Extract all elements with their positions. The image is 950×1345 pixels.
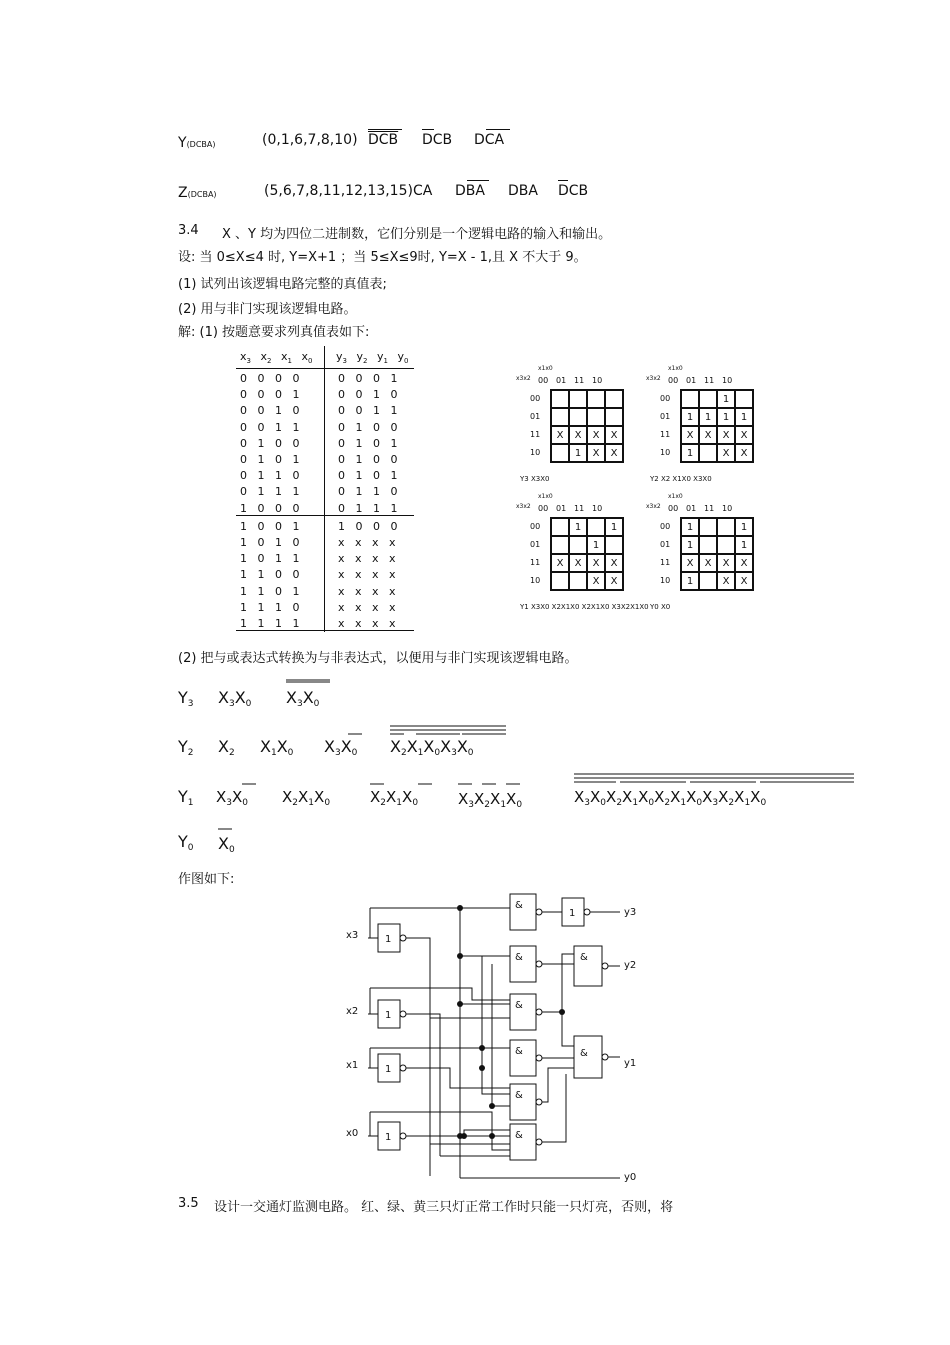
kmap-cell [569,390,587,408]
and-label-6: & [515,1130,523,1141]
kmap-cell: X [569,426,587,444]
table-header-x: $x_3$ $x_2$ $x_1$ $x_0$ [240,350,313,366]
draw-label: 作图如下: [178,872,235,887]
kmap-row-label: 01 [660,540,671,549]
eq2-t3: X3X0 [324,737,358,758]
kmap-cell: X [735,572,753,590]
kmap-cell [551,518,569,536]
kmap-cell: 1 [681,518,699,536]
equations [170,672,870,862]
solution-intro: 解: (1) 按题意要求列真值表如下: [178,325,370,340]
kmap-3 [510,493,649,618]
table-cell-y: 0 1 0 1 [338,436,398,450]
kmap-cell [717,518,735,536]
kmap-row-label: 11 [530,558,541,567]
kmap-label: Y1 X3X0 X2X1X0 X2X1X0 X3X2X1X0 [520,603,649,611]
problem-number: 3.4 [178,223,199,238]
table-cell-y: 0 1 0 0 [338,453,398,466]
table-cell-x: 1 1 0 0 [240,568,300,582]
and-gate-y1 [574,1036,602,1078]
kmap-cell: X [587,444,605,462]
kmap-col-label: 11 [704,504,715,513]
kmap-col-label: 00 [538,376,549,385]
kmap-grid [550,517,624,591]
table-cell-y: x x x x [338,584,396,598]
eq1-lhs: Y3 [178,688,194,709]
kmap-cell: X [605,572,623,590]
kmap-col-label: 11 [704,376,715,385]
y-subscript: (DCBA) [186,140,216,149]
kmap-cell: 1 [681,572,699,590]
kmap-cell [551,408,569,426]
question-2: (2) 用与非门实现该逻辑电路。 [178,302,357,317]
kmap-cell [587,408,605,426]
table-cell-y: 0 1 1 1 [338,501,398,515]
kmap-area [510,365,770,635]
kmap-cell [699,536,717,554]
kmap-2 [640,365,765,490]
table-cell-x: 1 0 0 0 [240,501,300,515]
kmap-cell: 1 [735,518,753,536]
part-2-text: (2) 把与或表达式转换为与非表达式，以便用与非门实现该逻辑电路。 [178,651,578,666]
kmap-cell: 1 [735,408,753,426]
and-gate-1 [510,894,536,930]
truth-table [236,346,414,632]
eq2-t2: X1X0 [260,737,294,758]
output-y0: y0 [624,1172,637,1183]
table-cell-x: 0 1 0 1 [240,453,300,466]
kmap-cell: 1 [681,536,699,554]
problem-line-2: 设: 当 0≤X≤4 时, Y=X+1 ；当 5≤X≤9时, Y=X - 1,且 X 不大于 9。 [178,250,587,265]
kmap-cell [605,390,623,408]
kmap-cell [569,536,587,554]
kmap-row-label: 10 [530,448,541,457]
kmap-cell: X [717,426,735,444]
y-term-1: $\overline{DCB}$ [368,132,399,148]
eq2-lhs: Y2 [178,737,194,758]
and-label-y1: & [580,1048,588,1059]
table-cell-x: 1 0 1 1 [240,552,300,566]
table-cell-y: 0 1 1 0 [338,485,398,499]
kmap-cell: X [605,554,623,572]
kmap-row-label: 11 [660,430,671,439]
overline [558,180,568,181]
z-term-4: DCB [558,183,589,199]
input-x3: x3 [346,930,359,941]
kmap-cell: X [587,426,605,444]
kmap-cell: X [551,554,569,572]
table-cell-y: 0 0 1 1 [338,404,398,418]
table-divider-h2 [236,515,414,516]
overline [368,129,402,130]
eq4-term: X0 [218,834,235,855]
output-y3: y3 [624,907,637,918]
kmap-cell: 1 [569,518,587,536]
table-cell-y: x x x x [338,617,396,630]
eq3-lhs: Y1 [178,787,194,808]
kmap-label: Y3 X3X0 [520,475,550,483]
kmap-cell [699,444,717,462]
kmap-row-label: 01 [530,412,541,421]
kmap-cell [717,536,735,554]
kmap-cell [551,390,569,408]
y-symbol: Y [178,135,187,151]
kmap-cell: 1 [699,408,717,426]
kmap-col-label: 10 [722,504,733,513]
kmap-cell: X [717,444,735,462]
eq1-nand: X3X0 [286,688,320,709]
kmap-cell: 1 [587,536,605,554]
kmap-cell [551,572,569,590]
kmap-grid [680,517,754,591]
kmap-cell [699,572,717,590]
table-cell-y: 0 1 0 1 [338,469,398,483]
input-x1: x1 [346,1060,359,1071]
input-x0: x0 [346,1128,359,1139]
z-term-2: DBA [455,183,485,199]
kmap-grid [550,389,624,463]
table-cell-x: 0 0 0 1 [240,388,300,402]
eq3-t1: $X_3X_0$ [216,788,249,808]
and-gate-3 [510,994,536,1030]
kmap-4 [640,493,765,618]
eq3-t3: $X_2X_1X_0$ [370,788,419,808]
kmap-cell: 1 [569,444,587,462]
kmap-row-label: 00 [660,394,671,403]
kmap-cell: 1 [681,444,699,462]
kmap-row-label: 00 [660,522,671,531]
kmap-cell [699,390,717,408]
z-term-1: CA [413,183,433,199]
kmap-corner-left: x3x2 [516,375,531,382]
table-cell-x: 0 1 1 1 [240,485,300,499]
table-cell-x: 1 1 1 1 [240,617,300,630]
table-divider-v [324,346,325,632]
kmap-cell [551,536,569,554]
y-term-2: DCB [422,132,453,148]
and-gate-6 [510,1124,536,1160]
overline [422,129,434,130]
kmap-col-label: 00 [538,504,549,513]
y-minterm-set: (0,1,6,7,8,10) [262,132,358,148]
not-label-1: 1 [385,934,392,945]
kmap-corner-left: x3x2 [516,503,531,510]
eq3-t4: $X_3X_2X_1X_0$ [458,790,523,810]
and-label-1: & [515,900,523,911]
kmap-cell [605,408,623,426]
not-label-5: 1 [569,908,576,919]
kmap-cell: X [587,554,605,572]
problem-line-1: X 、Y 均为四位二进制数，它们分别是一个逻辑电路的输入和输出。 [222,227,612,242]
kmap-cell [569,572,587,590]
kmap-row-label: 10 [660,448,671,457]
eq1-term: X3X0 [218,688,252,709]
table-bottom [236,630,414,631]
kmap-row-label: 10 [660,576,671,585]
table-cell-y: 0 0 1 0 [338,388,398,402]
kmap-row-label: 00 [530,522,541,531]
kmap-cell [569,408,587,426]
kmap-corner-left: x3x2 [646,375,661,382]
z-minterm-set: (5,6,7,8,11,12,13,15) [264,183,413,199]
input-x2: x2 [346,1006,359,1017]
kmap-cell: X [699,426,717,444]
kmap-corner-top: x1x0 [668,365,683,372]
kmap-cell [587,518,605,536]
kmap-row-label: 01 [530,540,541,549]
y-expression [178,135,216,151]
kmap-cell: 1 [717,408,735,426]
kmap-cell: X [699,554,717,572]
kmap-label: Y0 X0 [650,603,671,611]
kmap-grid [680,389,754,463]
kmap-cell: X [605,426,623,444]
z-symbol: Z [178,185,188,201]
kmap-col-label: 10 [592,376,603,385]
and-label-3: & [515,1000,523,1011]
kmap-col-label: 01 [686,504,697,513]
kmap-row-label: 01 [660,412,671,421]
overline [467,180,489,181]
table-cell-x: 1 0 1 0 [240,536,300,549]
kmap-cell [605,536,623,554]
overline [486,129,510,130]
kmap-col-label: 11 [574,376,585,385]
kmap-cell: 1 [605,518,623,536]
kmap-row-label: 11 [660,558,671,567]
table-cell-x: 1 1 1 0 [240,600,300,614]
kmap-cell: X [735,426,753,444]
kmap-cell: X [551,426,569,444]
output-y2: y2 [624,960,637,971]
kmap-col-label: 10 [722,376,733,385]
kmap-cell: 1 [681,408,699,426]
eq3-t2: $X_2X_1X_0$ [282,788,331,808]
and-label-4: & [515,1046,523,1057]
eq2-nand: X2X1X0X3X0 [390,737,474,758]
table-cell-y: 1 0 0 0 [338,519,398,533]
kmap-cell: X [569,554,587,572]
table-divider-h [236,368,414,369]
table-cell-y: x x x x [338,568,396,582]
kmap-col-label: 00 [668,504,679,513]
kmap-1 [510,365,635,490]
kmap-cell [735,390,753,408]
and-gate-5 [510,1084,536,1120]
kmap-cell: 1 [735,536,753,554]
kmap-row-label: 11 [530,430,541,439]
kmap-label: Y2 X2 X1X0 X3X0 [650,475,712,483]
and-gate-2 [510,946,536,982]
problem-3-5-text: 设计一交通灯监测电路。 红、绿、黄三只灯正常工作时只能一只灯亮，否则，将 [214,1200,674,1215]
output-y1: y1 [624,1058,637,1069]
kmap-cell: 1 [717,390,735,408]
table-cell-y: 0 0 0 1 [338,372,398,385]
table-header-y: $y_3$ $y_2$ $y_1$ $y_0$ [336,350,409,366]
kmap-corner-top: x1x0 [538,365,553,372]
z-subscript: (DCBA) [187,190,217,199]
kmap-cell [681,390,699,408]
eq4-lhs: Y0 [178,832,194,853]
kmap-cell: X [717,572,735,590]
not-label-3: 1 [385,1064,392,1075]
kmap-col-label: 10 [592,504,603,513]
kmap-corner-left: x3x2 [646,503,661,510]
and-label-5: & [515,1090,523,1101]
z-expression [178,185,217,201]
table-cell-y: x x x x [338,600,396,614]
problem-3-5-number: 3.5 [178,1196,199,1211]
eq2-t1: X2 [218,737,235,758]
z-term-3: DBA [508,183,538,199]
kmap-row-label: 00 [530,394,541,403]
kmap-col-label: 01 [686,376,697,385]
kmap-col-label: 00 [668,376,679,385]
kmap-col-label: 11 [574,504,585,513]
kmap-cell [587,390,605,408]
kmap-cell: X [681,554,699,572]
kmap-row-label: 10 [530,576,541,585]
table-cell-x: 1 1 0 1 [240,584,300,598]
kmap-cell [699,518,717,536]
logic-circuit [340,888,650,1188]
table-cell-x: 0 0 1 1 [240,420,300,434]
and-label-2: & [515,952,523,963]
table-cell-x: 1 0 0 1 [240,519,300,533]
kmap-cell: X [735,554,753,572]
table-cell-y: x x x x [338,552,396,566]
kmap-cell: X [735,444,753,462]
y-term-3: DCA [474,132,505,148]
kmap-cell: X [717,554,735,572]
question-1: (1) 试列出该逻辑电路完整的真值表; [178,277,387,292]
not-label-2: 1 [385,1010,392,1021]
kmap-corner-top: x1x0 [668,493,683,500]
eq3-nand: $X_3X_0X_2X_1X_0X_2X_1X_0X_3X_2X_1X_0$ [574,788,767,808]
table-cell-x: 0 0 0 0 [240,372,300,385]
table-cell-y: x x x x [338,536,396,549]
kmap-corner-top: x1x0 [538,493,553,500]
and-gate-4 [510,1040,536,1076]
kmap-cell [551,444,569,462]
kmap-col-label: 01 [556,376,567,385]
table-cell-x: 0 1 1 0 [240,469,300,483]
kmap-cell: X [605,444,623,462]
table-cell-x: 0 1 0 0 [240,436,300,450]
table-cell-x: 0 0 1 0 [240,404,300,418]
kmap-col-label: 01 [556,504,567,513]
kmap-cell: X [587,572,605,590]
and-gate-y2 [574,946,602,986]
kmap-cell: X [681,426,699,444]
not-label-4: 1 [385,1132,392,1143]
table-cell-y: 0 1 0 0 [338,420,398,434]
and-label-y2: & [580,952,588,963]
